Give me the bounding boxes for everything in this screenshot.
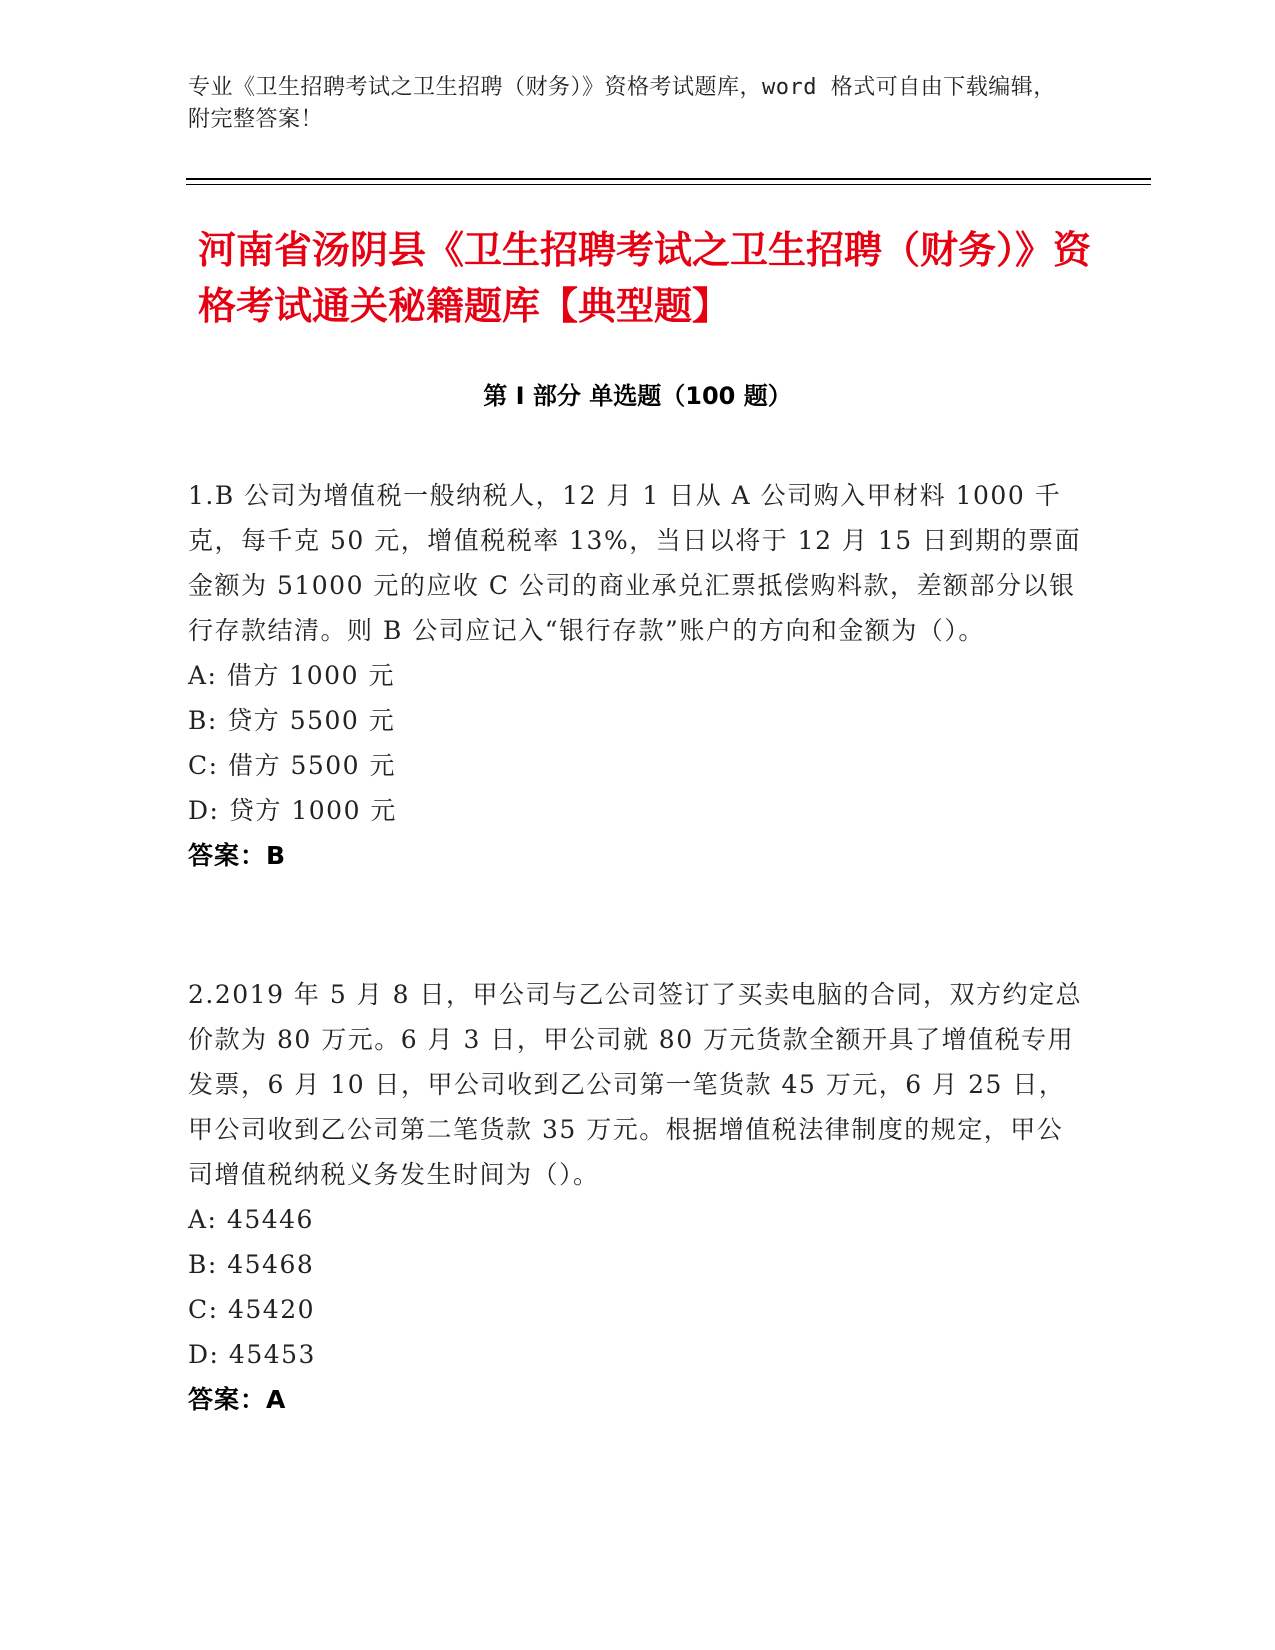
question-stem: 2.2019 年 5 月 8 日，甲公司与乙公司签订了买卖电脑的合同，双方约定总价款为 80 万元。6 月 3 日，甲公司就 80 万元货款全额开具了增值税专用发票，6 月 10 日，甲公司收到乙公司第一笔货款 45 万元，6 月 25 日，甲公司收到乙公司第二笔货款 35 万元。根据增值税法律制度的规定，甲公司增值税纳税义务发生时间为（）。 <box>188 980 1083 1189</box>
header-note: 专业《卫生招聘考试之卫生招聘（财务）》资格考试题库，word 格式可自由下载编辑，附完整答案！ <box>188 75 1056 132</box>
option-a: A: 45446 <box>188 1205 314 1234</box>
header-divider-thick <box>186 178 1151 180</box>
option-a: A: 借方 1000 元 <box>188 661 395 690</box>
answer-label: 答案：B <box>188 841 287 870</box>
question-1 <box>188 473 1088 878</box>
header-divider-thin <box>186 184 1151 185</box>
question-2 <box>188 972 1088 1422</box>
option-b: B: 45468 <box>188 1250 315 1279</box>
section-title: 第 I 部分 单选题（100 题） <box>483 382 792 410</box>
option-b: B: 贷方 5500 元 <box>188 706 396 735</box>
option-d: D: 45453 <box>188 1340 316 1369</box>
answer-label: 答案：A <box>188 1385 287 1414</box>
question-stem: 1.B 公司为增值税一般纳税人，12 月 1 日从 A 公司购入甲材料 1000 千克，每千克 50 元，增值税税率 13%，当日以将于 12 月 15 日到期的票面金额为 51000 元的应收 C 公司的商业承兑汇票抵偿购料款，差额部分以银行存款结清。则 B 公司应记入“银行存款”账户的方向和金额为（）。 <box>188 481 1082 645</box>
document-title: 河南省汤阴县《卫生招聘考试之卫生招聘（财务）》资格考试通关秘籍题库【典型题】 <box>198 228 1092 328</box>
option-c: C: 45420 <box>188 1295 316 1324</box>
option-d: D: 贷方 1000 元 <box>188 796 397 825</box>
option-c: C: 借方 5500 元 <box>188 751 397 780</box>
